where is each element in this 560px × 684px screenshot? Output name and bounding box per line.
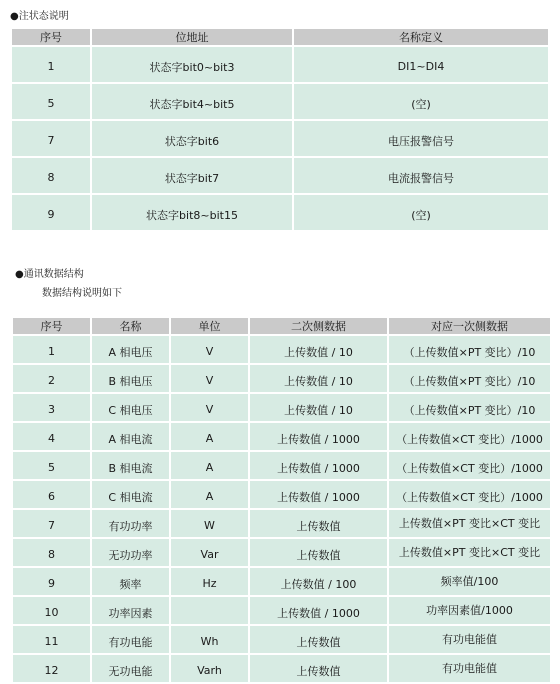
cell-seq: 12 bbox=[13, 655, 90, 682]
cell-name: C 相电流 bbox=[92, 481, 169, 508]
cell-primary-data: （上传数值×CT 变比）/1000 bbox=[389, 423, 550, 450]
cell-primary-data: （上传数值×PT 变比）/10 bbox=[389, 365, 550, 392]
cell-seq: 1 bbox=[12, 47, 90, 82]
cell-name: 无功电能 bbox=[92, 655, 169, 682]
cell-name: A 相电流 bbox=[92, 423, 169, 450]
status-section-heading: ●注状态说明 bbox=[10, 11, 69, 22]
table-row bbox=[12, 195, 548, 230]
cell-primary-data: （上传数值×CT 变比）/1000 bbox=[389, 452, 550, 479]
table-row bbox=[13, 568, 550, 595]
cell-name: C 相电压 bbox=[92, 394, 169, 421]
cell-name-definition: DI1~DI4 bbox=[294, 47, 548, 82]
cell-name: B 相电流 bbox=[92, 452, 169, 479]
cell-unit bbox=[171, 597, 248, 624]
cell-seq: 9 bbox=[13, 568, 90, 595]
header-name: 名称 bbox=[92, 318, 169, 334]
cell-unit: A bbox=[171, 423, 248, 450]
cell-secondary-data: 上传数值 bbox=[250, 539, 387, 566]
cell-name: 功率因素 bbox=[92, 597, 169, 624]
cell-secondary-data: 上传数值 / 1000 bbox=[250, 597, 387, 624]
cell-seq: 5 bbox=[13, 452, 90, 479]
table-row bbox=[13, 423, 550, 450]
cell-seq: 10 bbox=[13, 597, 90, 624]
cell-primary-data: 上传数值×PT 变比×CT 变比 bbox=[389, 539, 550, 566]
cell-name-definition: (空) bbox=[294, 84, 548, 119]
cell-primary-data: （上传数值×CT 变比）/1000 bbox=[389, 481, 550, 508]
table-row bbox=[13, 539, 550, 566]
cell-primary-data: 有功电能值 bbox=[389, 655, 550, 682]
cell-seq: 8 bbox=[13, 539, 90, 566]
cell-seq: 7 bbox=[13, 510, 90, 537]
cell-unit: W bbox=[171, 510, 248, 537]
header-primary-data: 对应一次侧数据 bbox=[389, 318, 550, 334]
cell-secondary-data: 上传数值 / 1000 bbox=[250, 481, 387, 508]
table-row bbox=[13, 626, 550, 653]
status-bit-table bbox=[10, 27, 550, 232]
cell-secondary-data: 上传数值 bbox=[250, 510, 387, 537]
cell-name: 无功功率 bbox=[92, 539, 169, 566]
cell-bit-address: 状态字bit8~bit15 bbox=[92, 195, 292, 230]
cell-primary-data: 功率因素值/1000 bbox=[389, 597, 550, 624]
table-row bbox=[13, 597, 550, 624]
cell-seq: 5 bbox=[12, 84, 90, 119]
table-row bbox=[13, 394, 550, 421]
cell-name: 频率 bbox=[92, 568, 169, 595]
cell-primary-data: 有功电能值 bbox=[389, 626, 550, 653]
cell-bit-address: 状态字bit4~bit5 bbox=[92, 84, 292, 119]
cell-primary-data: 频率值/100 bbox=[389, 568, 550, 595]
cell-unit: V bbox=[171, 394, 248, 421]
cell-bit-address: 状态字bit7 bbox=[92, 158, 292, 193]
cell-secondary-data: 上传数值 bbox=[250, 655, 387, 682]
table-row bbox=[12, 158, 548, 193]
cell-secondary-data: 上传数值 bbox=[250, 626, 387, 653]
table-row bbox=[13, 510, 550, 537]
header-bit-address: 位地址 bbox=[92, 29, 292, 45]
table-row bbox=[13, 655, 550, 682]
cell-primary-data: （上传数值×PT 变比）/10 bbox=[389, 394, 550, 421]
cell-unit: Hz bbox=[171, 568, 248, 595]
cell-name: 有功功率 bbox=[92, 510, 169, 537]
cell-seq: 9 bbox=[12, 195, 90, 230]
cell-unit: A bbox=[171, 481, 248, 508]
cell-seq: 3 bbox=[13, 394, 90, 421]
comm-section-heading: ●通讯数据结构 bbox=[15, 269, 84, 280]
cell-bit-address: 状态字bit6 bbox=[92, 121, 292, 156]
cell-unit: V bbox=[171, 365, 248, 392]
cell-secondary-data: 上传数值 / 10 bbox=[250, 365, 387, 392]
cell-seq: 1 bbox=[13, 336, 90, 363]
cell-name-definition: 电流报警信号 bbox=[294, 158, 548, 193]
cell-name-definition: 电压报警信号 bbox=[294, 121, 548, 156]
table-row bbox=[13, 336, 550, 363]
cell-seq: 6 bbox=[13, 481, 90, 508]
table-header-row bbox=[13, 318, 550, 334]
table-row bbox=[12, 84, 548, 119]
table-row bbox=[13, 481, 550, 508]
cell-unit: V bbox=[171, 336, 248, 363]
header-seq: 序号 bbox=[13, 318, 90, 334]
cell-bit-address: 状态字bit0~bit3 bbox=[92, 47, 292, 82]
cell-name: 有功电能 bbox=[92, 626, 169, 653]
cell-name-definition: (空) bbox=[294, 195, 548, 230]
table-row bbox=[13, 365, 550, 392]
cell-secondary-data: 上传数值 / 10 bbox=[250, 336, 387, 363]
header-secondary-data: 二次侧数据 bbox=[250, 318, 387, 334]
table-header-row bbox=[12, 29, 548, 45]
cell-unit: Var bbox=[171, 539, 248, 566]
cell-name: A 相电压 bbox=[92, 336, 169, 363]
cell-seq: 2 bbox=[13, 365, 90, 392]
header-unit: 单位 bbox=[171, 318, 248, 334]
cell-unit: Varh bbox=[171, 655, 248, 682]
cell-seq: 11 bbox=[13, 626, 90, 653]
cell-secondary-data: 上传数值 / 10 bbox=[250, 394, 387, 421]
cell-secondary-data: 上传数值 / 1000 bbox=[250, 423, 387, 450]
table-row bbox=[13, 452, 550, 479]
cell-name: B 相电压 bbox=[92, 365, 169, 392]
cell-primary-data: 上传数值×PT 变比×CT 变比 bbox=[389, 510, 550, 537]
comm-data-table bbox=[11, 316, 552, 684]
cell-seq: 8 bbox=[12, 158, 90, 193]
cell-secondary-data: 上传数值 / 1000 bbox=[250, 452, 387, 479]
cell-unit: Wh bbox=[171, 626, 248, 653]
header-seq: 序号 bbox=[12, 29, 90, 45]
cell-seq: 4 bbox=[13, 423, 90, 450]
cell-secondary-data: 上传数值 / 100 bbox=[250, 568, 387, 595]
table-row bbox=[12, 121, 548, 156]
comm-section-subheading: 数据结构说明如下 bbox=[42, 288, 122, 299]
cell-seq: 7 bbox=[12, 121, 90, 156]
table-row bbox=[12, 47, 548, 82]
cell-primary-data: （上传数值×PT 变比）/10 bbox=[389, 336, 550, 363]
header-name-definition: 名称定义 bbox=[294, 29, 548, 45]
cell-unit: A bbox=[171, 452, 248, 479]
